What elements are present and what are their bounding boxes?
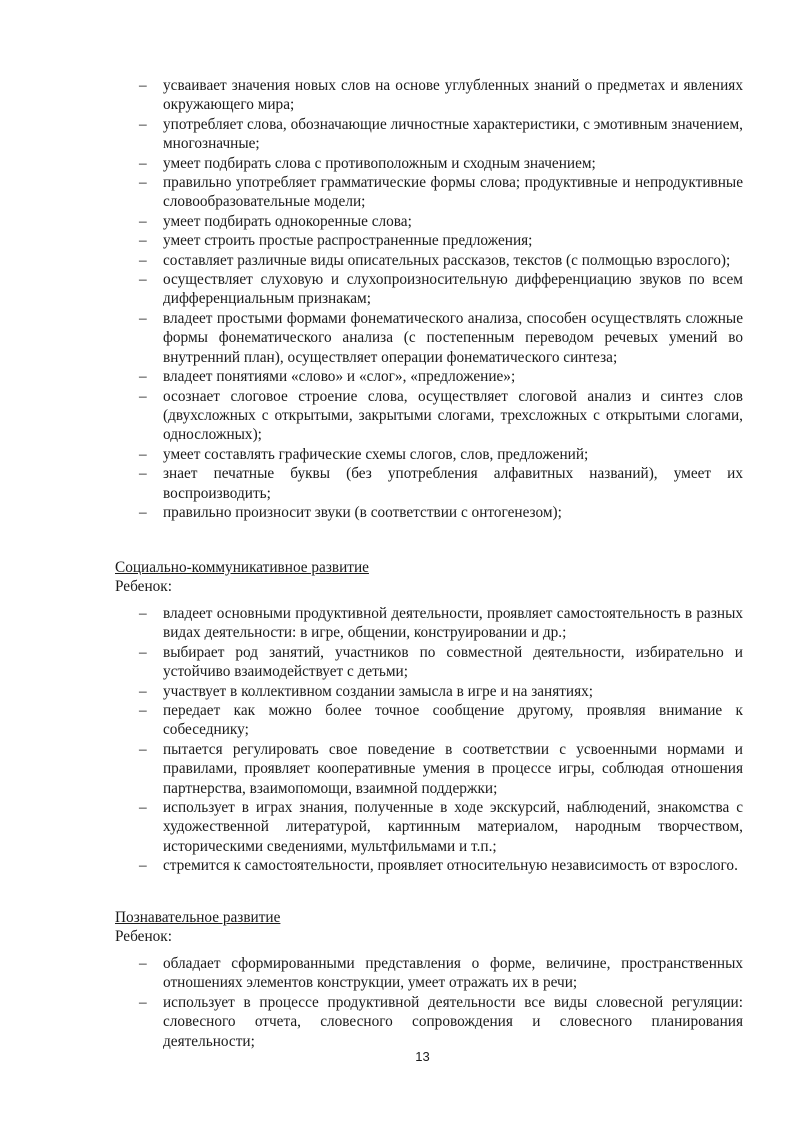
bullet-dash: – — [139, 702, 147, 720]
list-item — [0, 798, 800, 856]
bullet-dash: – — [139, 271, 147, 289]
page-number: 13 — [415, 1049, 430, 1064]
list-item-text: умеет подбирать слова с противоположным и сходным значением; — [163, 154, 596, 172]
list-item — [0, 503, 800, 522]
list-item — [0, 270, 800, 309]
list-item-text: усваивает значения новых слов на основе углубленных знаний о предметах и явлениях окружающего мира; — [163, 77, 743, 114]
list-item-text: знает печатные буквы (без употребления алфавитных названий), умеет их воспроизводить; — [163, 465, 743, 502]
bullet-dash: – — [139, 212, 147, 230]
list-item-text: использует в играх знания, полученные в ходе экскурсий, наблюдений, знакомства с художественной литературой, картинным материалом, народным творчеством, историческими сведениями, мультфильмами и т.п.; — [163, 799, 743, 855]
list-item — [0, 367, 800, 386]
list-item — [0, 212, 800, 231]
list-item — [0, 682, 800, 701]
list-item-text: владеет простыми формами фонематического анализа, способен осуществлять сложные формы фонематического анализа (с постепенным переводом речевых умений во внутренний план), осуществляет операции фонематического синтеза; — [163, 309, 743, 366]
bullet-dash: – — [139, 174, 147, 192]
bullet-dash: – — [139, 993, 147, 1011]
cognitive-skills-block — [0, 954, 800, 1051]
list-item-text: умеет строить простые распространенные предложения; — [163, 232, 533, 250]
list-item-text: выбирает род занятий, участников по совместной деятельности, избирательно и устойчиво взаимодействует с детьми; — [163, 643, 743, 681]
bullet-dash: – — [139, 740, 147, 758]
list-item — [0, 76, 800, 115]
list-item — [0, 643, 800, 682]
list-item-text: передает как можно более точное сообщение другому, проявляя внимание к собеседнику; — [163, 702, 743, 739]
bullet-dash: – — [139, 955, 147, 972]
list-item-text: осознает слоговое строение слова, осуществляет слоговой анализ и синтез слов (двухсложных с открытыми, закрытыми слогами, трехсложных с открытыми слогами, односложных); — [163, 387, 743, 444]
list-item — [0, 604, 800, 643]
list-item — [0, 856, 800, 875]
list-item-text: пытается регулировать свое поведение в соответствии с усвоенными нормами и правилами, проявляет кооперативные умения в процессе игры, соблюдая отношения партнерства, взаимопомощи, взаимной поддержки; — [163, 740, 743, 797]
speech-skills-list — [0, 76, 800, 522]
list-item — [0, 231, 800, 250]
list-item — [0, 740, 800, 798]
list-item-text: составляет различные виды описательных рассказов, текстов (с полмощью взрослого); — [163, 251, 731, 269]
section-subject: Ребенок: — [115, 928, 172, 946]
bullet-dash: – — [139, 799, 147, 817]
bullet-dash: – — [139, 77, 147, 94]
list-item — [0, 173, 800, 212]
list-item — [0, 954, 800, 993]
bullet-dash: – — [139, 503, 147, 521]
list-item-text: умеет подбирать однокоренные слова; — [163, 212, 412, 230]
bullet-dash: – — [139, 643, 147, 661]
social-section — [0, 558, 800, 597]
cognitive-skills-list — [0, 954, 800, 1051]
list-item-text: владеет основными продуктивной деятельности, проявляет самостоятельность в разных видах деятельности: в игре, общении, конструировании и др.; — [163, 605, 743, 642]
list-item — [0, 993, 800, 1051]
bullet-dash: – — [139, 309, 147, 327]
bullet-dash: – — [139, 251, 147, 269]
section-heading: Социально-коммуникативное развитие — [115, 559, 369, 576]
bullet-dash: – — [139, 682, 147, 700]
list-item-text: владеет понятиями «слово» и «слог», «предложение»; — [163, 368, 516, 386]
list-item-text: стремится к самостоятельности, проявляет относительную независимость от взрослого. — [163, 857, 738, 875]
bullet-dash: – — [139, 154, 147, 172]
list-item-text: обладает сформированными представления о форме, величине, пространственных отношениях элементов конструкции, умеет отражать их в речи; — [163, 955, 743, 992]
bullet-dash: – — [139, 445, 147, 463]
bullet-dash: – — [139, 465, 147, 483]
bullet-dash: – — [139, 115, 147, 133]
cognitive-section — [0, 908, 800, 947]
list-item — [0, 309, 800, 367]
list-item — [0, 154, 800, 173]
social-skills-list — [0, 604, 800, 876]
list-item-text: участвует в коллективном создании замысла в игре и на занятиях; — [163, 682, 594, 700]
section-heading: Познавательное развитие — [115, 909, 281, 926]
list-item — [0, 464, 800, 503]
list-item — [0, 251, 800, 270]
speech-skills-block — [0, 76, 800, 522]
bullet-dash: – — [139, 368, 147, 386]
list-item-text: правильно употребляет грамматические формы слова; продуктивные и непродуктивные словообразовательные модели; — [163, 174, 743, 211]
list-item — [0, 701, 800, 740]
bullet-dash: – — [139, 605, 147, 622]
section-subject: Ребенок: — [115, 578, 172, 596]
list-item — [0, 445, 800, 464]
bullet-dash: – — [139, 387, 147, 405]
list-item — [0, 115, 800, 154]
bullet-dash: – — [139, 857, 147, 875]
list-item-text: умеет составлять графические схемы слогов, слов, предложений; — [163, 445, 589, 463]
list-item — [0, 387, 800, 445]
social-skills-block — [0, 604, 800, 876]
list-item-text: употребляет слова, обозначающие личностные характеристики, с эмотивным значением, многозначные; — [163, 115, 743, 153]
bullet-dash: – — [139, 232, 147, 250]
list-item-text: правильно произносит звуки (в соответствии с онтогенезом); — [163, 503, 562, 521]
list-item-text: использует в процессе продуктивной деятельности все виды словесной регуляции: словесного отчета, словесного сопровождения и словесного планирования деятельности; — [163, 993, 743, 1050]
list-item-text: осуществляет слуховую и слухопроизносительную дифференциацию звуков по всем дифференциальным признакам; — [163, 271, 743, 308]
